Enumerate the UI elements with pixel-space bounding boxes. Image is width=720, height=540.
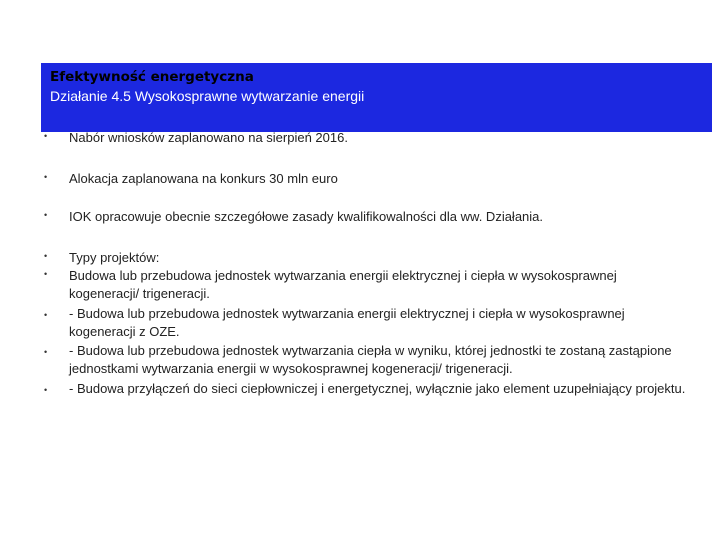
- slide-title: Efektywność energetyczna: [50, 69, 254, 85]
- list-item: Typy projektów:: [69, 250, 160, 265]
- list-item: Alokacja zaplanowana na konkurs 30 mln euro: [69, 171, 338, 186]
- slide-subtitle: Działanie 4.5 Wysokosprawne wytwarzanie energii: [50, 88, 365, 104]
- bullet-icon: •: [44, 172, 48, 182]
- bullet-icon: •: [44, 269, 48, 279]
- list-item: - Budowa lub przebudowa jednostek wytwarzania energii elektrycznej i ciepła w wysokosprawnej kogeneracji z OZE.: [69, 306, 625, 339]
- list-item: - Budowa lub przebudowa jednostek wytwarzania ciepła w wyniku, której jednostki te zostaną zastąpione jednostkami wytwarzania energii w wysokosprawnej kogeneracji/ trigeneracji.: [69, 343, 672, 376]
- list-item: Budowa lub przebudowa jednostek wytwarzania energii elektrycznej i ciepła w wysokosprawnej kogeneracji/ trigeneracji.: [69, 268, 617, 301]
- list-item: Nabór wniosków zaplanowano na sierpień 2016.: [69, 130, 348, 145]
- list-item: IOK opracowuje obecnie szczegółowe zasady kwalifikowalności dla ww. Działania.: [69, 209, 544, 224]
- slide-header: [41, 63, 712, 132]
- bullet-icon: •: [44, 251, 48, 261]
- bullet-icon: •: [44, 310, 48, 320]
- list-item: - Budowa przyłączeń do sieci ciepłowniczej i energetycznej, wyłącznie jako element uzupełniający projektu.: [69, 381, 686, 396]
- bullet-icon: •: [44, 210, 48, 220]
- bullet-icon: •: [44, 347, 48, 357]
- bullet-icon: •: [44, 385, 48, 395]
- bullet-icon: •: [44, 131, 48, 141]
